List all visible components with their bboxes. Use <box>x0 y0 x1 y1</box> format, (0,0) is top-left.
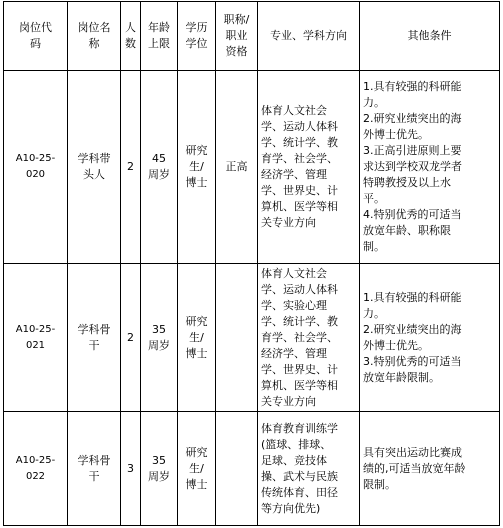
header-age: 年龄 上限 <box>141 2 178 71</box>
table-row <box>4 264 500 412</box>
major-direction: 体育教育训练学 (篮球、排球、 足球、竞技体 操、武术与民族 传统体育、田径 等方向优先) <box>258 412 360 526</box>
age-limit: 35 周岁 <box>141 264 178 412</box>
table-row <box>4 412 500 526</box>
header-code: 岗位代 码 <box>4 2 68 71</box>
other-conditions: 1.具有较强的科研能 力。 2.研究业绩突出的海 外博士优先。 3.特别优秀的可适当 放宽年龄限制。 <box>360 264 500 412</box>
header-conditions: 其他条件 <box>360 2 500 71</box>
table-row <box>4 71 500 264</box>
title-qualification: 正高 <box>216 71 258 264</box>
degree: 研究 生/ 博士 <box>178 412 216 526</box>
headcount: 3 <box>121 412 141 526</box>
major-direction: 体育人文社会 学、运动人体科 学、实验心理 学、统计学、教 育学、社会学、 经济学、管理 学、世界史、计 算机、医学等相 关专业方向 <box>258 264 360 412</box>
degree: 研究 生/ 博士 <box>178 264 216 412</box>
position-code: A10-25- 022 <box>4 412 68 526</box>
header-degree: 学历 学位 <box>178 2 216 71</box>
position-name: 学科骨 干 <box>68 412 121 526</box>
other-conditions: 1.具有较强的科研能 力。 2.研究业绩突出的海 外博士优先。 3.正高引进原则上要 求达到学校双龙学者 特聘教授及以上水 平。 4.特别优秀的可适当 放宽年龄、职称限 制。 <box>360 71 500 264</box>
position-name: 学科骨 干 <box>68 264 121 412</box>
age-limit: 35 周岁 <box>141 412 178 526</box>
header-title: 职称/ 职业 资格 <box>216 2 258 71</box>
position-name: 学科带 头人 <box>68 71 121 264</box>
headcount: 2 <box>121 264 141 412</box>
degree: 研究 生/ 博士 <box>178 71 216 264</box>
position-code: A10-25- 021 <box>4 264 68 412</box>
header-count: 人 数 <box>121 2 141 71</box>
title-qualification <box>216 412 258 526</box>
major-direction: 体育人文社会 学、运动人体科 学、统计学、教 育学、社会学、 经济学、管理 学、世界史、计 算机、医学等相 关专业方向 <box>258 71 360 264</box>
age-limit: 45 周岁 <box>141 71 178 264</box>
header-name: 岗位名 称 <box>68 2 121 71</box>
other-conditions: 具有突出运动比赛成 绩的,可适当放宽年龄 限制。 <box>360 412 500 526</box>
header-major: 专业、学科方向 <box>258 2 360 71</box>
position-code: A10-25- 020 <box>4 71 68 264</box>
table-header-row <box>4 2 500 71</box>
title-qualification <box>216 264 258 412</box>
headcount: 2 <box>121 71 141 264</box>
job-requirements-table <box>3 1 500 526</box>
